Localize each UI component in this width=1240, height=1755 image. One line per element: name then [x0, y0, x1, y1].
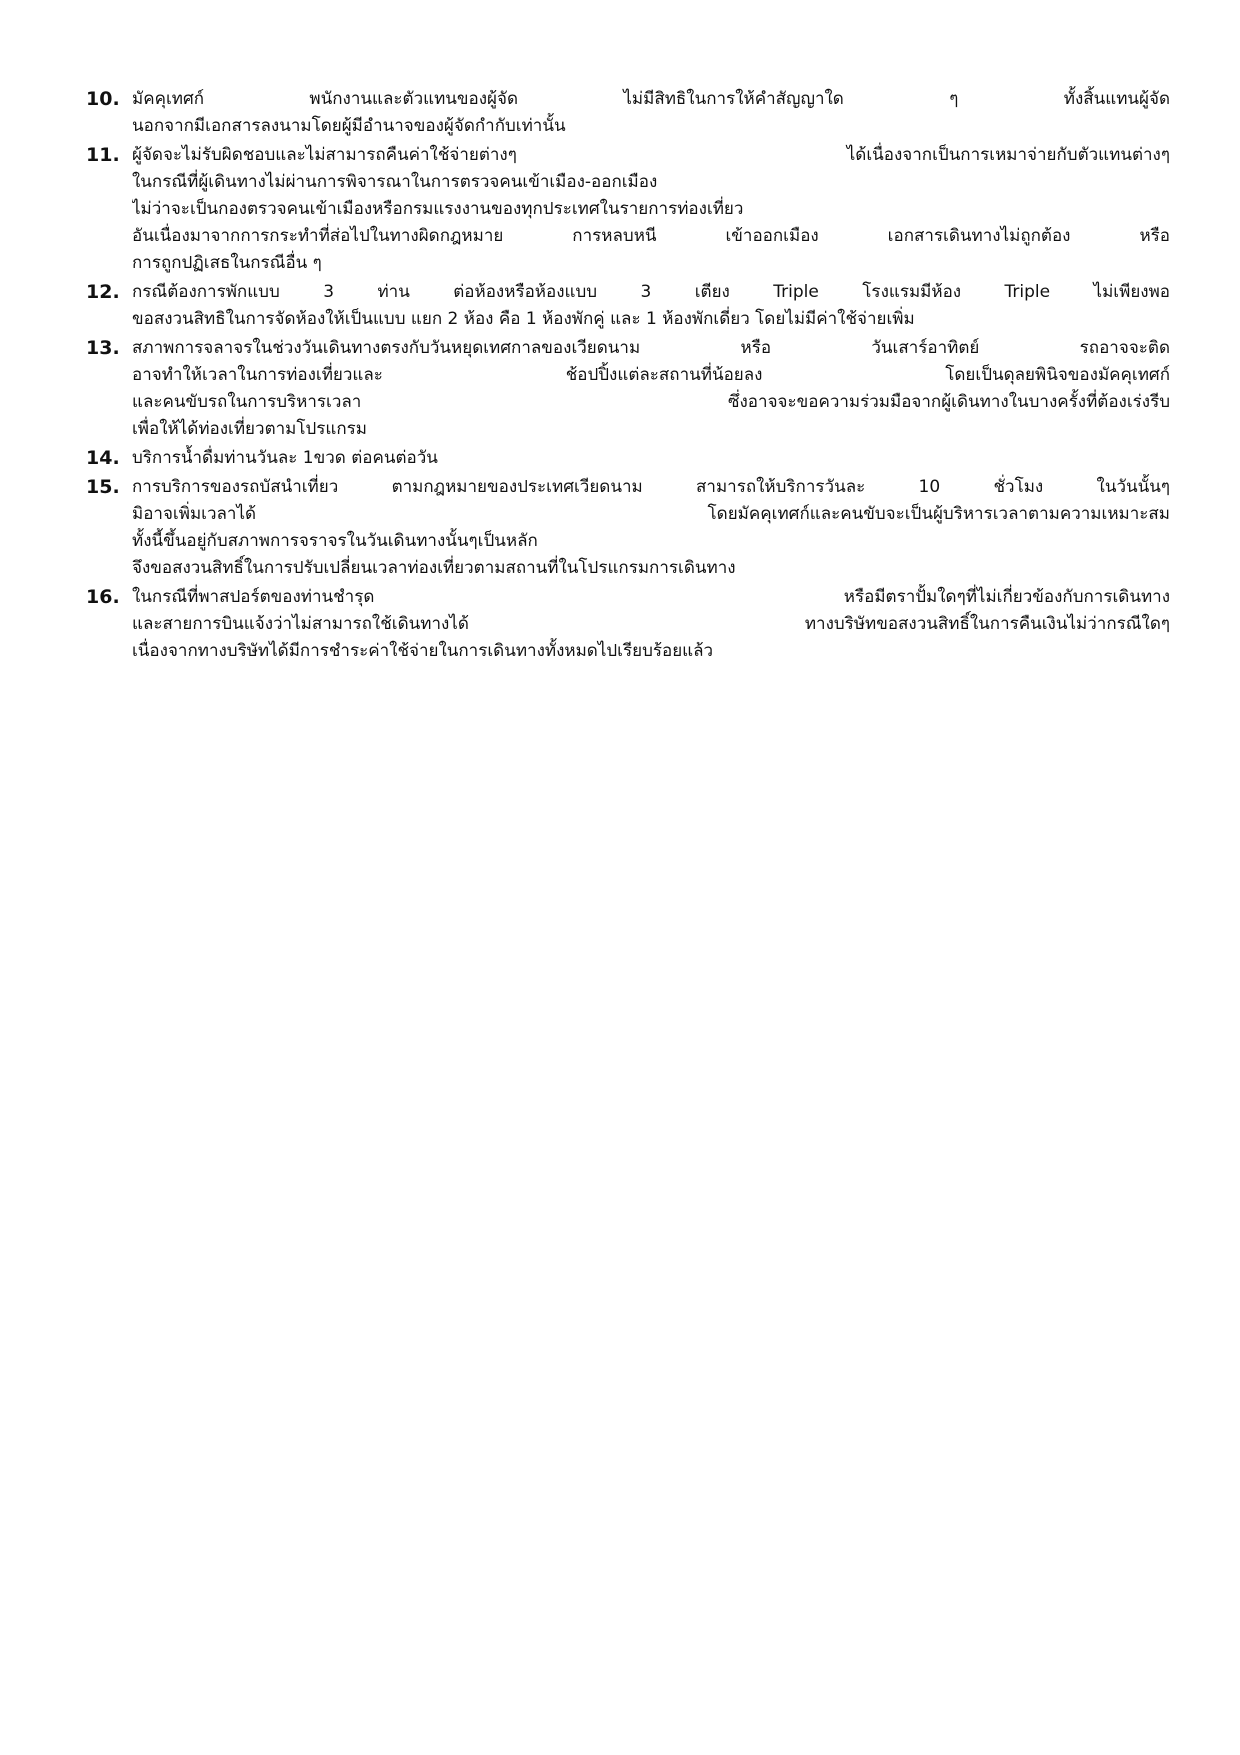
term-line: ไม่ว่าจะเป็นกองตรวจคนเข้าเมืองหรือกรมแรงงานของทุกประเทศในรายการท่องเที่ยว [132, 199, 744, 219]
term-number: 16. [86, 586, 120, 608]
term-line: และสายการบินแจ้งว่าไม่สามารถใช้เดินทางได้ ทางบริษัทขอสงวนสิทธิ์ในการคืนเงินไม่ว่ากรณีใดๆ [132, 614, 1170, 634]
term-item-12 [86, 279, 1170, 333]
term-item-16 [86, 584, 1170, 665]
term-line: เพื่อให้ได้ท่องเที่ยวตามโปรแกรม [132, 419, 367, 439]
term-line: การถูกปฏิเสธในกรณีอื่น ๆ [132, 253, 322, 273]
term-line: เนื่องจากทางบริษัทได้มีการชำระค่าใช้จ่ายในการเดินทางทั้งหมดไปเรียบร้อยแล้ว [132, 641, 714, 661]
term-number: 15. [86, 476, 120, 498]
term-line: จึงขอสงวนสิทธิ์ในการปรับเปลี่ยนเวลาท่องเที่ยวตามสถานที่ในโปรแกรมการเดินทาง [132, 558, 736, 578]
term-item-10 [86, 86, 1170, 140]
term-number: 13. [86, 337, 120, 359]
term-line: ผู้จัดจะไม่รับผิดชอบและไม่สามารถคืนค่าใช้จ่ายต่างๆ ได้เนื่องจากเป็นการเหมาจ่ายกับตัวแทนต่างๆ [132, 145, 1170, 165]
term-line: อันเนื่องมาจากการกระทำที่ส่อไปในทางผิดกฎหมาย การหลบหนี เข้าออกเมือง เอกสารเดินทางไม่ถูกต้อง หรือ [132, 226, 1170, 246]
term-line: ในกรณีที่พาสปอร์ตของท่านชำรุด หรือมีตราปั้มใดๆที่ไม่เกี่ยวข้องกับการเดินทาง [132, 587, 1170, 607]
terms-list [86, 86, 1170, 667]
term-number: 11. [86, 144, 120, 166]
term-line: ในกรณีที่ผู้เดินทางไม่ผ่านการพิจารณาในการตรวจคนเข้าเมือง-ออกเมือง [132, 172, 658, 192]
term-number: 14. [86, 447, 120, 469]
term-number: 10. [86, 88, 120, 110]
term-item-11 [86, 142, 1170, 277]
term-line: มัคคุเทศก์ พนักงานและตัวแทนของผู้จัด ไม่มีสิทธิในการให้คำสัญญาใด ๆ ทั้งสิ้นแทนผู้จัด [132, 89, 1170, 109]
term-item-14 [86, 445, 1170, 472]
term-line: การบริการของรถบัสนำเที่ยว ตามกฎหมายของประเทศเวียดนาม สามารถให้บริการวันละ 10 ชั่วโมง ในวันนั้นๆ [132, 477, 1170, 497]
term-line: บริการน้ำดื่มท่านวันละ 1ขวด ต่อคนต่อวัน [132, 448, 438, 468]
term-line: นอกจากมีเอกสารลงนามโดยผู้มีอำนาจของผู้จัดกำกับเท่านั้น [132, 116, 566, 136]
term-line: สภาพการจลาจรในช่วงวันเดินทางตรงกับวันหยุดเทศกาลของเวียดนาม หรือ วันเสาร์อาทิตย์ รถอาจจะติด [132, 338, 1170, 358]
term-line: ขอสงวนสิทธิในการจัดห้องให้เป็นแบบ แยก 2 ห้อง คือ 1 ห้องพักคู่ และ 1 ห้องพักเดี่ยว โดยไม่มีค่าใช้จ่ายเพิ่ม [132, 309, 915, 329]
term-item-15 [86, 474, 1170, 582]
term-number: 12. [86, 281, 120, 303]
term-line: ทั้งนี้ขึ้นอยู่กับสภาพการจราจรในวันเดินทางนั้นๆเป็นหลัก [132, 531, 538, 551]
term-line: อาจทำให้เวลาในการท่องเที่ยวและ ช้อปปิ้งแต่ละสถานที่น้อยลง โดยเป็นดุลยพินิจของมัคคุเทศก์ [132, 365, 1170, 385]
term-line: กรณีต้องการพักแบบ 3 ท่าน ต่อห้องหรือห้องแบบ 3 เตียง Triple โรงแรมมีห้อง Triple ไม่เพียงพอ [132, 282, 1170, 302]
term-line: และคนขับรถในการบริหารเวลา ซึ่งอาจจะขอความร่วมมือจากผู้เดินทางในบางครั้งที่ต้องเร่งรีบ [132, 392, 1170, 412]
term-item-13 [86, 335, 1170, 443]
term-line: มิอาจเพิ่มเวลาได้ โดยมัคคุเทศก์และคนขับจะเป็นผู้บริหารเวลาตามความเหมาะสม [132, 504, 1170, 524]
